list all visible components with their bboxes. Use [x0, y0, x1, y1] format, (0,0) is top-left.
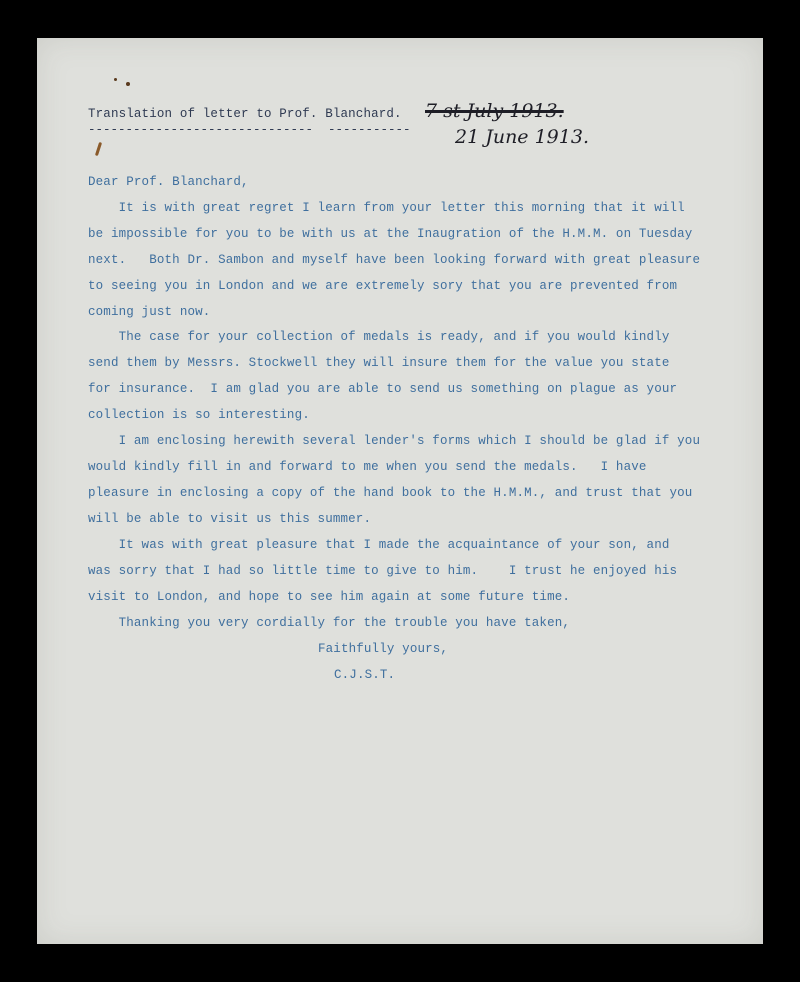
body-line: send them by Messrs. Stockwell they will insure them for the value you state: [88, 356, 670, 370]
ink-speck: [126, 82, 130, 86]
body-line: I am enclosing herewith several lender's forms which I should be glad if you: [88, 434, 701, 448]
body-line: will be able to visit us this summer.: [88, 512, 372, 526]
struck-date: 7 st July 1913.: [425, 100, 564, 122]
ink-mark: [95, 142, 102, 156]
body-line: coming just now.: [88, 305, 211, 319]
body-line: next. Both Dr. Sambon and myself have been looking forward with great pleasure: [88, 253, 701, 267]
body-line: pleasure in enclosing a copy of the hand book to the H.M.M., and trust that you: [88, 486, 693, 500]
heading-underline: ------------------------------ -----------: [88, 123, 411, 137]
body-line: collection is so interesting.: [88, 408, 310, 422]
body-line: It was with great pleasure that I made the acquaintance of your son, and: [88, 538, 670, 552]
ink-speck: [114, 78, 117, 81]
body-line: It is with great regret I learn from your letter this morning that it will: [88, 201, 685, 215]
letter-heading: Translation of letter to Prof. Blanchard.: [88, 107, 402, 121]
signature-initials: C.J.S.T.: [334, 668, 396, 682]
body-line: was sorry that I had so little time to give to him. I trust he enjoyed his: [88, 564, 678, 578]
body-line: would kindly fill in and forward to me when you send the medals. I have: [88, 460, 647, 474]
body-line: The case for your collection of medals is ready, and if you would kindly: [88, 330, 670, 344]
handwritten-date: 21 June 1913.: [455, 126, 589, 148]
body-line: visit to London, and hope to see him again at some future time.: [88, 590, 571, 604]
letter-page: [37, 38, 763, 944]
body-line: to seeing you in London and we are extremely sory that you are prevented from: [88, 279, 678, 293]
closing: Faithfully yours,: [318, 642, 449, 656]
body-line: Thanking you very cordially for the trouble you have taken,: [88, 616, 571, 630]
body-line: be impossible for you to be with us at the Inaugration of the H.M.M. on Tuesday: [88, 227, 693, 241]
body-line: for insurance. I am glad you are able to send us something on plague as your: [88, 382, 678, 396]
salutation: Dear Prof. Blanchard,: [88, 175, 249, 189]
